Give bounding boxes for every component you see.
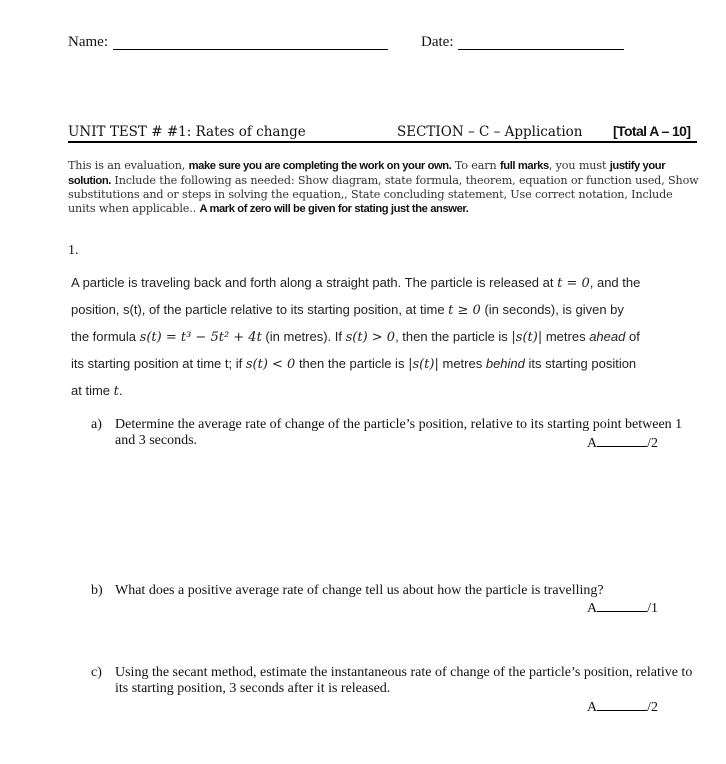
problem-text: (in seconds), is given by the formula [71,302,624,344]
total-marks: [Total A – 10] [613,123,691,139]
mark-box-a [587,434,658,452]
part-text: Determine the average rate of change of the particle’s position, relative to its starting point between 1 and 3 seconds. [115,417,683,448]
problem-text: , and the position, s(t), of the particle relative to its starting position, at time [71,275,641,317]
part-text: What does a positive average rate of change tell us about how the particle is travelling? [115,583,604,598]
question-number: 1. [68,243,79,258]
mark-blank-field[interactable] [597,434,647,447]
math-expression: t = 0 [557,276,590,291]
mark-box-b [587,599,658,617]
part-letter: b) [91,583,103,598]
problem-text: its starting position at time [71,356,637,398]
instructions-text-4: Include the following as needed: Show diagram, state formula, theorem, equation or function used, Show substitutions and or steps in solving the equation,, State concluding statement, Use correct notation, Include units when applicable.. [68,173,699,215]
mark-prefix: A [587,436,598,451]
mark-prefix: A [587,700,598,715]
math-expression: t [113,384,119,399]
mark-total: /2 [647,436,659,451]
header-rule [68,141,697,143]
unit-test-title: UNIT TEST # #1: Rates of change [68,124,306,140]
math-expression: |s(t)| [511,330,543,345]
instructions-bold-2: full marks [499,160,549,172]
problem-text: of its starting position at time t; if [71,329,640,371]
part-letter: c) [91,665,102,680]
date-field[interactable] [458,49,624,50]
math-expression: s(t) < 0 [245,357,296,372]
part-letter: a) [91,417,102,432]
emphasis-ahead: ahead [589,329,626,344]
mark-blank-field[interactable] [597,599,647,612]
problem-text: then the particle is [295,356,409,371]
problem-text: A particle is traveling back and forth along a straight path. The particle is released at [71,275,558,290]
mark-box-c [587,698,658,716]
math-expression: s(t) > 0 [345,330,396,345]
mark-total: /2 [647,700,659,715]
section-title: SECTION – C – Application [397,124,583,140]
instructions [68,159,700,216]
instructions-text-2: To earn [451,159,500,172]
emphasis-behind: behind [485,356,525,371]
problem-text: , then the particle is [395,329,512,344]
problem-text: . [118,383,123,398]
instructions-text-3: , you must [548,159,610,172]
date-label: Date: [421,34,454,50]
name-label: Name: [68,34,108,50]
part-text: Using the secant method, estimate the instantaneous rate of change of the particle’s position, relative to its starting position, 3 seconds after it is released. [115,665,693,696]
instructions-bold-1: make sure you are completing the work on your own. [188,160,452,172]
math-expression: |s(t)| [408,357,439,372]
mark-prefix: A [587,601,598,616]
mark-blank-field[interactable] [597,698,647,711]
math-expression: s(t) = t³ − 5t² + 4t [139,330,262,345]
instructions-bold-3: justify your solution. [68,160,666,187]
problem-statement [71,270,641,405]
math-expression: t ≥ 0 [448,303,481,318]
instructions-text-1: This is an evaluation, [68,159,189,172]
problem-text: (in metres). If [261,329,346,344]
problem-text: metres [542,329,590,344]
name-field[interactable] [113,49,388,50]
problem-text: metres [438,356,486,371]
instructions-bold-4: A mark of zero will be given for stating just the answer. [199,202,469,215]
mark-total: /1 [647,601,659,616]
